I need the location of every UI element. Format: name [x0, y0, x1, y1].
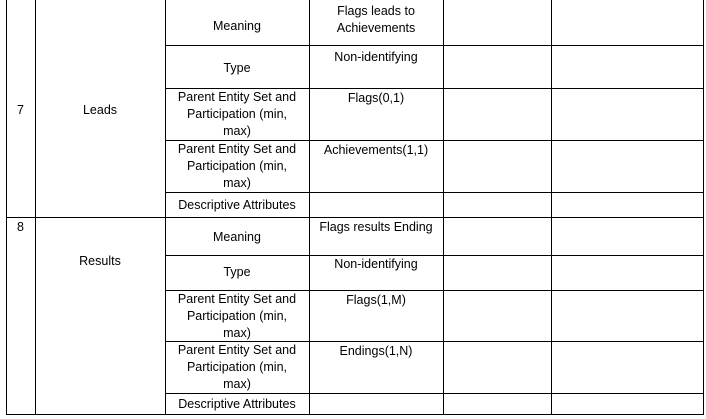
parent-label-line: Parent Entity Set and [177, 142, 297, 156]
parent-value: Achievements(1,1) [323, 143, 429, 157]
table-divider [165, 192, 704, 193]
descriptive-attributes-label: Descriptive Attributes [178, 397, 296, 411]
meaning-value-line: Flags results Ending [319, 220, 433, 234]
descriptive-attributes-label: Descriptive Attributes [178, 198, 296, 212]
table-divider [165, 393, 704, 394]
parent-label-line: Participation (min, [186, 360, 288, 374]
row-number: 8 [17, 220, 24, 234]
relationship-name: Results [79, 254, 121, 268]
parent-value: Flags(1,M) [346, 293, 406, 307]
table-row-separator [6, 217, 704, 218]
type-value: Non-identifying [334, 50, 418, 64]
type-label: Type [223, 265, 251, 279]
meaning-value-line: Flags leads to [337, 4, 415, 18]
type-label: Type [223, 61, 251, 75]
type-value: Non-identifying [334, 257, 418, 271]
meaning-label: Meaning [213, 230, 261, 244]
table-border-bottom [6, 414, 704, 415]
row-number: 7 [17, 103, 24, 117]
parent-value: Flags(0,1) [347, 91, 405, 105]
table-divider [551, 0, 552, 415]
parent-label-line: max) [223, 377, 251, 391]
table-border-right [703, 0, 704, 415]
parent-label-line: max) [223, 326, 251, 340]
parent-label-line: Parent Entity Set and [177, 343, 297, 357]
parent-label-line: max) [223, 124, 251, 138]
table-divider [165, 45, 704, 46]
parent-label-line: max) [223, 176, 251, 190]
parent-label-line: Participation (min, [186, 309, 288, 323]
meaning-label: Meaning [213, 19, 261, 33]
parent-label-line: Parent Entity Set and [177, 292, 297, 306]
parent-label-line: Parent Entity Set and [177, 90, 297, 104]
parent-label-line: Participation (min, [186, 159, 288, 173]
table-divider [35, 0, 36, 415]
parent-label-line: Participation (min, [186, 107, 288, 121]
meaning-value-line: Achievements [336, 21, 416, 35]
table-divider [443, 0, 444, 415]
parent-value: Endings(1,N) [339, 344, 413, 358]
table-border-left [6, 0, 7, 415]
relationship-name: Leads [82, 103, 118, 117]
